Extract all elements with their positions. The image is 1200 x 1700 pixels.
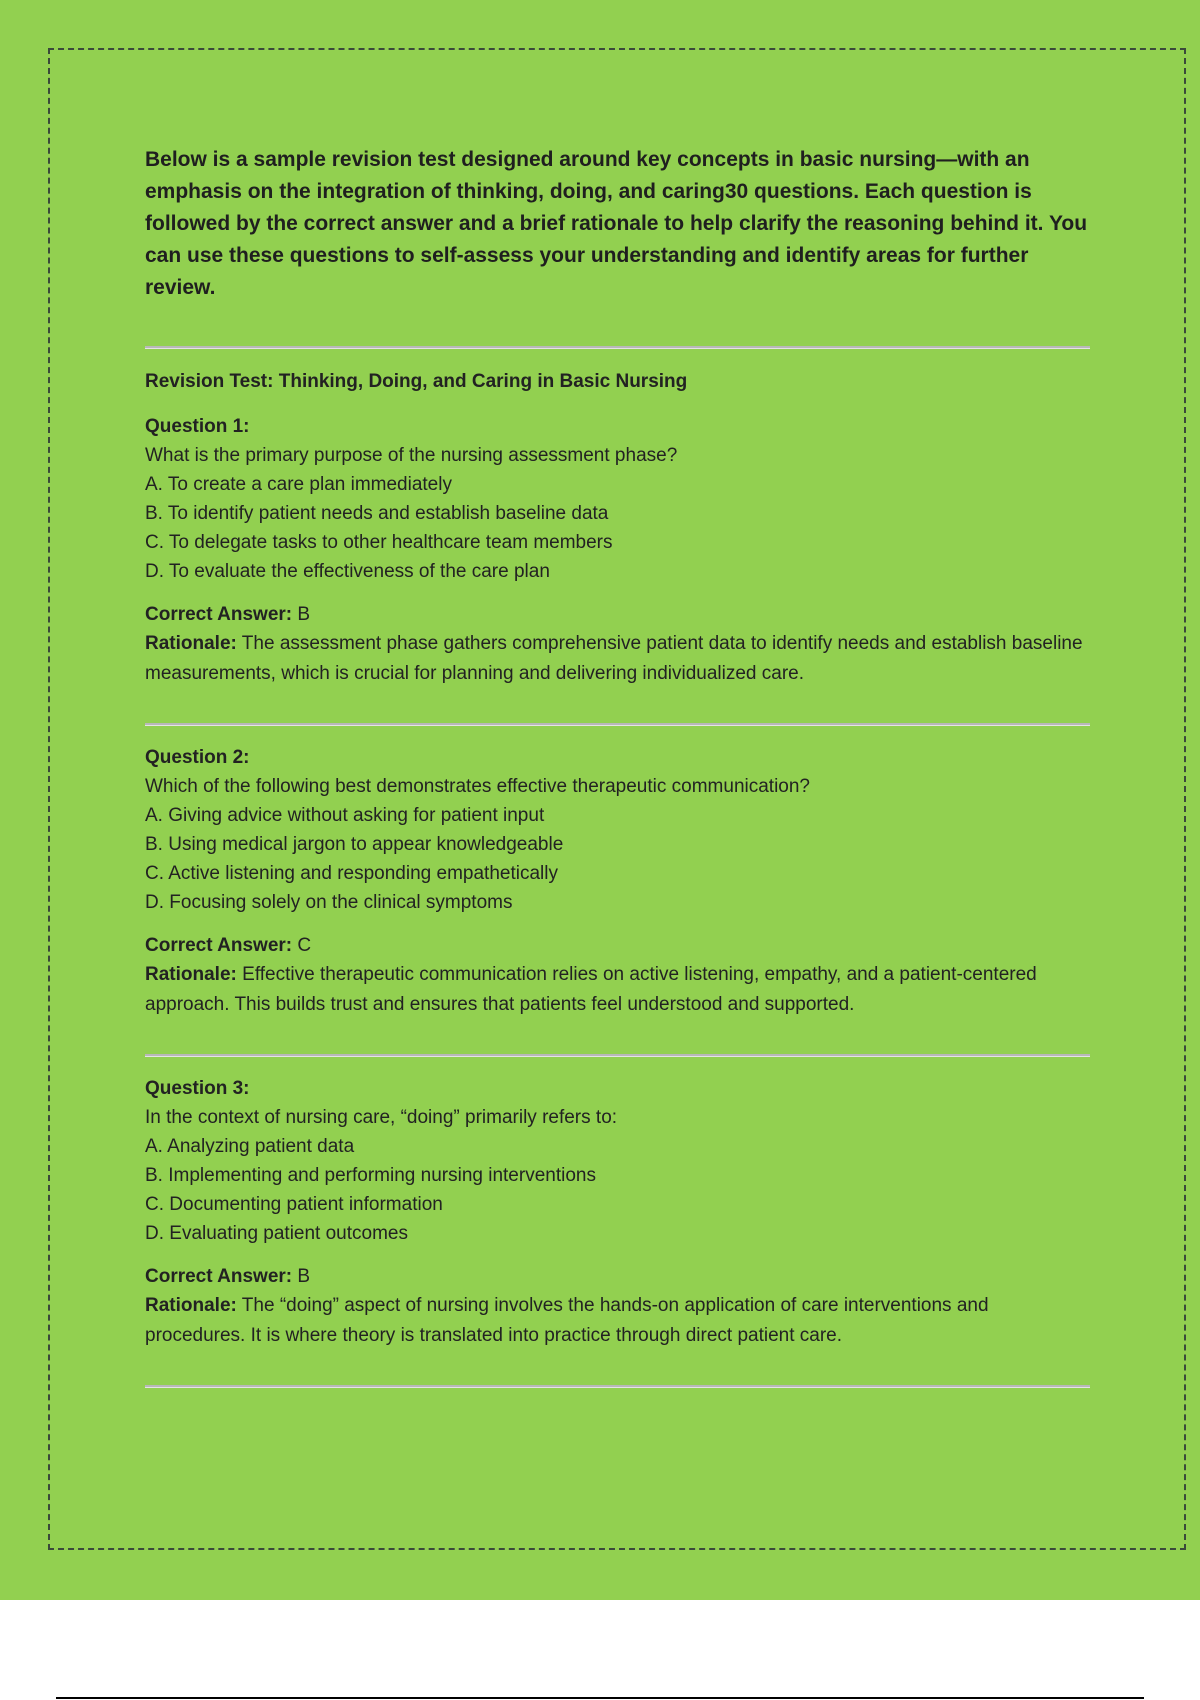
rationale	[145, 960, 1090, 1020]
rationale-label: Rationale:	[145, 633, 237, 654]
rationale-text: The “doing” aspect of nursing involves the hands-on application of care interventions and procedures. It is where theory is translated into practice through direct patient care.	[145, 1295, 989, 1346]
correct-answer-label: Correct Answer:	[145, 935, 293, 956]
question-text: Which of the following best demonstrates effective therapeutic communication?	[145, 776, 810, 797]
question-title: Question 2:	[145, 747, 250, 768]
question-title: Question 1:	[145, 416, 250, 437]
document-content	[145, 144, 1090, 1388]
horizontal-rule	[145, 723, 1090, 726]
horizontal-rule	[145, 1385, 1090, 1388]
question-block-1	[145, 413, 1090, 726]
correct-answer-value: C	[297, 935, 312, 956]
option-b: B. Using medical jargon to appear knowledgeable	[145, 834, 564, 855]
question-block-3	[145, 1075, 1090, 1388]
option-d: D. To evaluate the effectiveness of the care plan	[145, 561, 550, 582]
question-title: Question 3:	[145, 1078, 250, 1099]
correct-answer-label: Correct Answer:	[145, 604, 293, 625]
option-b: B. Implementing and performing nursing interventions	[145, 1165, 596, 1186]
correct-answer-label: Correct Answer:	[145, 1266, 293, 1287]
option-b: B. To identify patient needs and establish baseline data	[145, 503, 609, 524]
question-text: In the context of nursing care, “doing” primarily refers to:	[145, 1107, 618, 1128]
option-a: A. Giving advice without asking for patient input	[145, 805, 545, 826]
option-d: D. Focusing solely on the clinical symptoms	[145, 892, 513, 913]
option-c: C. To delegate tasks to other healthcare team members	[145, 532, 613, 553]
question-block-2	[145, 744, 1090, 1057]
test-title: Revision Test: Thinking, Doing, and Caring in Basic Nursing	[145, 371, 688, 392]
correct-answer	[145, 1262, 1090, 1291]
option-c: C. Documenting patient information	[145, 1194, 443, 1215]
option-a: A. Analyzing patient data	[145, 1136, 355, 1157]
rationale-text: The assessment phase gathers comprehensive patient data to identify needs and establish baseline measurements, which is crucial for planning and delivering individualized care.	[145, 633, 1083, 684]
correct-answer-value: B	[297, 1266, 311, 1287]
page-separator-line	[56, 1697, 1144, 1699]
correct-answer	[145, 600, 1090, 629]
rationale	[145, 629, 1090, 689]
horizontal-rule	[145, 346, 1090, 349]
option-d: D. Evaluating patient outcomes	[145, 1223, 408, 1244]
correct-answer	[145, 931, 1090, 960]
option-c: C. Active listening and responding empathetically	[145, 863, 558, 884]
rationale-label: Rationale:	[145, 1295, 237, 1316]
horizontal-rule	[145, 1054, 1090, 1057]
rationale-label: Rationale:	[145, 964, 237, 985]
intro-paragraph: Below is a sample revision test designed around key concepts in basic nursing—with an emphasis on the integration of thinking, doing, and caring30 questions. Each question is followed by the correct answer and a brief rationale to help clarify the reasoning behind it. You can use these questions to self-assess your understanding and identify areas for further review.	[145, 148, 1088, 299]
rationale-text: Effective therapeutic communication relies on active listening, empathy, and a patient-centered approach. This builds trust and ensures that patients feel understood and supported.	[145, 964, 1037, 1015]
question-text: What is the primary purpose of the nursing assessment phase?	[145, 445, 678, 466]
rationale	[145, 1291, 1090, 1351]
correct-answer-value: B	[297, 604, 311, 625]
option-a: A. To create a care plan immediately	[145, 474, 452, 495]
